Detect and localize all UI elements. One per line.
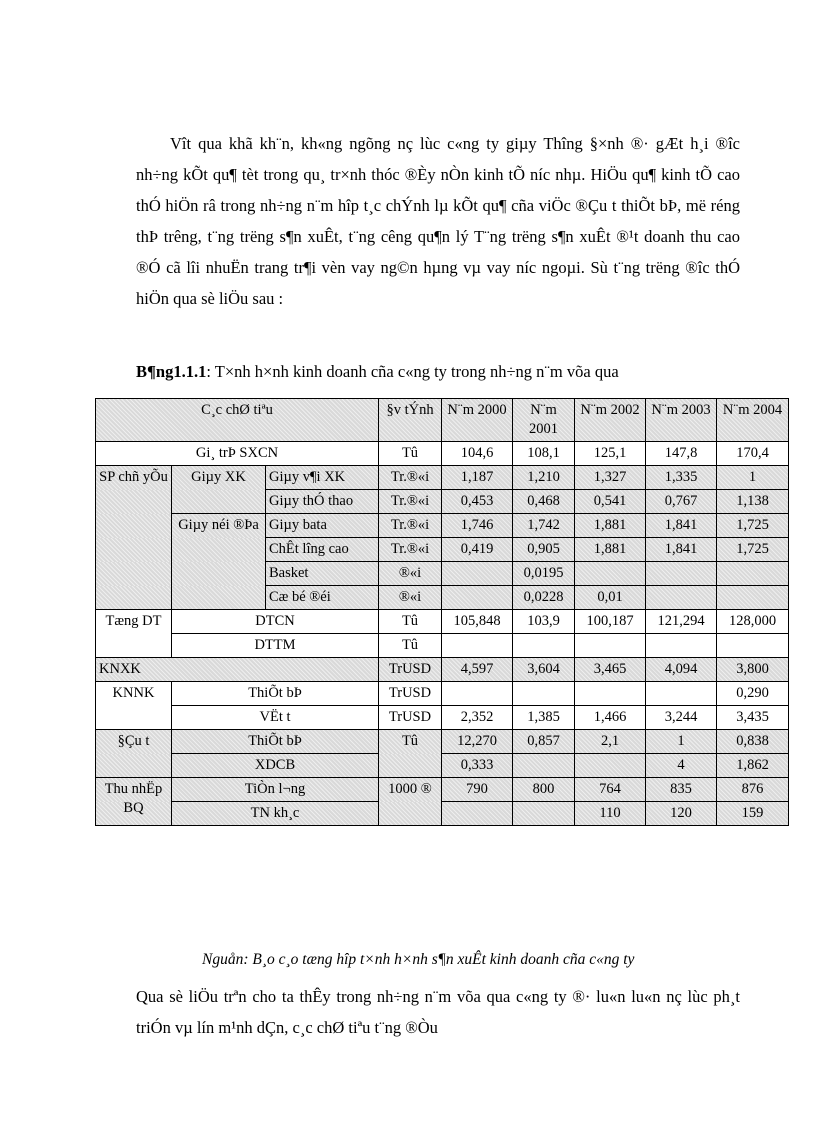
value-cell <box>646 562 717 586</box>
row-label: XDCB <box>172 754 379 778</box>
group-label: SP chñ yÕu <box>96 466 172 610</box>
unit-cell: Tr.®«i <box>379 490 442 514</box>
value-cell: 0,01 <box>575 586 646 610</box>
value-cell: 110 <box>575 802 646 826</box>
unit-cell: Tû <box>379 634 442 658</box>
row-label: ThiÕt bÞ <box>172 682 379 706</box>
value-cell: 103,9 <box>513 610 575 634</box>
unit-cell: Tr.®«i <box>379 466 442 490</box>
value-cell: 125,1 <box>575 442 646 466</box>
value-cell <box>717 586 789 610</box>
value-cell: 1,327 <box>575 466 646 490</box>
value-cell: 121,294 <box>646 610 717 634</box>
value-cell: 100,187 <box>575 610 646 634</box>
table-row <box>96 466 789 490</box>
value-cell: 1,746 <box>442 514 513 538</box>
value-cell: 108,1 <box>513 442 575 466</box>
table-row <box>96 754 789 778</box>
value-cell: 120 <box>646 802 717 826</box>
value-cell: 1,881 <box>575 538 646 562</box>
value-cell: 0,857 <box>513 730 575 754</box>
value-cell <box>513 634 575 658</box>
value-cell: 0,468 <box>513 490 575 514</box>
row-label: KNXK <box>96 658 379 682</box>
row-label: TiÒn l¬ng <box>172 778 379 802</box>
table-row <box>96 658 789 682</box>
value-cell: 1 <box>717 466 789 490</box>
value-cell: 3,465 <box>575 658 646 682</box>
header-row <box>96 399 789 442</box>
row-label: VËt t <box>172 706 379 730</box>
value-cell: 876 <box>717 778 789 802</box>
table-row <box>96 706 789 730</box>
value-cell: 1,210 <box>513 466 575 490</box>
row-label: ChÊt lîng cao <box>266 538 379 562</box>
unit-cell: Tr.®«i <box>379 538 442 562</box>
value-cell: 3,800 <box>717 658 789 682</box>
row-label: ThiÕt bÞ <box>172 730 379 754</box>
value-cell: 0,838 <box>717 730 789 754</box>
value-cell: 0,290 <box>717 682 789 706</box>
value-cell: 1,187 <box>442 466 513 490</box>
value-cell: 159 <box>717 802 789 826</box>
value-cell: 1,841 <box>646 514 717 538</box>
value-cell <box>575 754 646 778</box>
table-source: Nguån: B¸o c¸o tæng hîp t×nh h×nh s¶n xuÊt kinh doanh cña c«ng ty <box>202 951 635 968</box>
value-cell: 3,435 <box>717 706 789 730</box>
row-label: Cæ bé ®éi <box>266 586 379 610</box>
table-row <box>96 730 789 754</box>
value-cell: 105,848 <box>442 610 513 634</box>
value-cell: 1 <box>646 730 717 754</box>
value-cell: 1,742 <box>513 514 575 538</box>
value-cell: 0,419 <box>442 538 513 562</box>
value-cell <box>575 634 646 658</box>
value-cell: 0,905 <box>513 538 575 562</box>
subgroup-label: Giµy XK <box>172 466 266 514</box>
value-cell: 1,725 <box>717 514 789 538</box>
value-cell <box>442 562 513 586</box>
table-row <box>96 778 789 802</box>
value-cell: 835 <box>646 778 717 802</box>
group-label: Tæng DT <box>96 610 172 658</box>
value-cell: 800 <box>513 778 575 802</box>
value-cell <box>442 634 513 658</box>
row-label: TN kh¸c <box>172 802 379 826</box>
table-row <box>96 682 789 706</box>
header-year: N¨m 2000 <box>442 399 513 442</box>
value-cell: 0,0195 <box>513 562 575 586</box>
closing-paragraph: Qua sè liÖu trªn cho ta thÊy trong nh÷ng n¨m võa qua c«ng ty ®· lu«n lu«n nç lùc ph¸t triÓn vµ lín m¹nh dÇn, c¸c chØ tiªu t¨ng ®Òu <box>136 987 740 1037</box>
table-caption <box>136 362 619 382</box>
value-cell <box>717 562 789 586</box>
value-cell: 1,138 <box>717 490 789 514</box>
header-year: N¨m 2003 <box>646 399 717 442</box>
value-cell: 764 <box>575 778 646 802</box>
value-cell <box>575 562 646 586</box>
value-cell <box>513 682 575 706</box>
value-cell: 104,6 <box>442 442 513 466</box>
table-row <box>96 610 789 634</box>
value-cell <box>513 754 575 778</box>
value-cell: 0,767 <box>646 490 717 514</box>
row-label: DTTM <box>172 634 379 658</box>
table-row <box>96 802 789 826</box>
table-caption-text: T×nh h×nh kinh doanh cña c«ng ty trong nh÷ng n¨m võa qua <box>210 362 619 381</box>
unit-cell: TrUSD <box>379 706 442 730</box>
header-unit: §v tÝnh <box>379 399 442 442</box>
value-cell: 0,453 <box>442 490 513 514</box>
row-label: Giµy thÓ thao <box>266 490 379 514</box>
row-label: Basket <box>266 562 379 586</box>
unit-cell: ®«i <box>379 586 442 610</box>
value-cell <box>513 802 575 826</box>
value-cell: 2,352 <box>442 706 513 730</box>
header-year: N¨m 2004 <box>717 399 789 442</box>
value-cell <box>646 682 717 706</box>
intro-paragraph: Vît qua khã kh¨n, kh«ng ngõng nç lùc c«ng ty giµy Thîng §×nh ®· gÆt h¸i ®îc nh÷ng kÕt qu¶ tèt trong qu¸ tr×nh thóc ®Èy nÒn kinh tÕ níc nhµ. HiÖu qu¶ kinh tÕ cao thÓ hiÖn râ trong nh÷ng n¨m hîp t¸c chÝnh lµ kÕt qu¶ cña viÖc ®Çu t thiÕt bÞ, më réng thÞ trêng, t¨ng trëng s¶n xuÊt, t¨ng cêng qu¶n lý T¨ng trëng s¶n xuÊt ®¹t doanh thu cao ®Ó cã lîi nhuËn trang tr¶i vèn vay ng©n hµng vµ vay níc ngoµi. Sù t¨ng trëng ®îc thÓ hiÖn qua sè liÖu sau : <box>136 134 740 308</box>
table-row <box>96 514 789 538</box>
header-year: N¨m 2002 <box>575 399 646 442</box>
value-cell: 1,862 <box>717 754 789 778</box>
value-cell: 3,244 <box>646 706 717 730</box>
subgroup-label: Giµy néi ®Þa <box>172 514 266 610</box>
group-label: Thu nhËp BQ <box>96 778 172 826</box>
row-label: Giµy bata <box>266 514 379 538</box>
value-cell: 1,881 <box>575 514 646 538</box>
value-cell <box>442 802 513 826</box>
value-cell <box>646 586 717 610</box>
unit-cell: ®«i <box>379 562 442 586</box>
group-label: KNNK <box>96 682 172 730</box>
header-year: N¨m 2001 <box>513 399 575 442</box>
table-row <box>96 442 789 466</box>
value-cell <box>442 586 513 610</box>
unit-cell: Tû <box>379 610 442 634</box>
unit-cell: Tr.®«i <box>379 514 442 538</box>
row-label: Giµy v¶i XK <box>266 466 379 490</box>
value-cell: 1,725 <box>717 538 789 562</box>
value-cell: 1,466 <box>575 706 646 730</box>
value-cell: 12,270 <box>442 730 513 754</box>
business-results-table <box>95 398 789 826</box>
table-caption-colon: : <box>206 362 211 381</box>
row-label: DTCN <box>172 610 379 634</box>
value-cell: 0,0228 <box>513 586 575 610</box>
unit-cell: Tû <box>379 730 442 778</box>
value-cell: 1,385 <box>513 706 575 730</box>
value-cell: 1,335 <box>646 466 717 490</box>
table-caption-label: B¶ng1.1.1 <box>136 362 207 381</box>
unit-cell: Tû <box>379 442 442 466</box>
unit-cell: TrUSD <box>379 658 442 682</box>
value-cell: 1,841 <box>646 538 717 562</box>
header-indicator: C¸c chØ tiªu <box>96 399 379 442</box>
value-cell: 4,094 <box>646 658 717 682</box>
value-cell: 0,541 <box>575 490 646 514</box>
value-cell: 790 <box>442 778 513 802</box>
row-label: Gi¸ trÞ SXCN <box>96 442 379 466</box>
value-cell: 170,4 <box>717 442 789 466</box>
value-cell: 128,000 <box>717 610 789 634</box>
value-cell: 4 <box>646 754 717 778</box>
value-cell <box>442 682 513 706</box>
group-label: §Çu t <box>96 730 172 778</box>
table-row <box>96 634 789 658</box>
value-cell <box>646 634 717 658</box>
unit-cell: TrUSD <box>379 682 442 706</box>
value-cell: 147,8 <box>646 442 717 466</box>
unit-cell: 1000 ® <box>379 778 442 826</box>
value-cell: 4,597 <box>442 658 513 682</box>
value-cell <box>575 682 646 706</box>
value-cell: 3,604 <box>513 658 575 682</box>
value-cell: 0,333 <box>442 754 513 778</box>
value-cell: 2,1 <box>575 730 646 754</box>
value-cell <box>717 634 789 658</box>
